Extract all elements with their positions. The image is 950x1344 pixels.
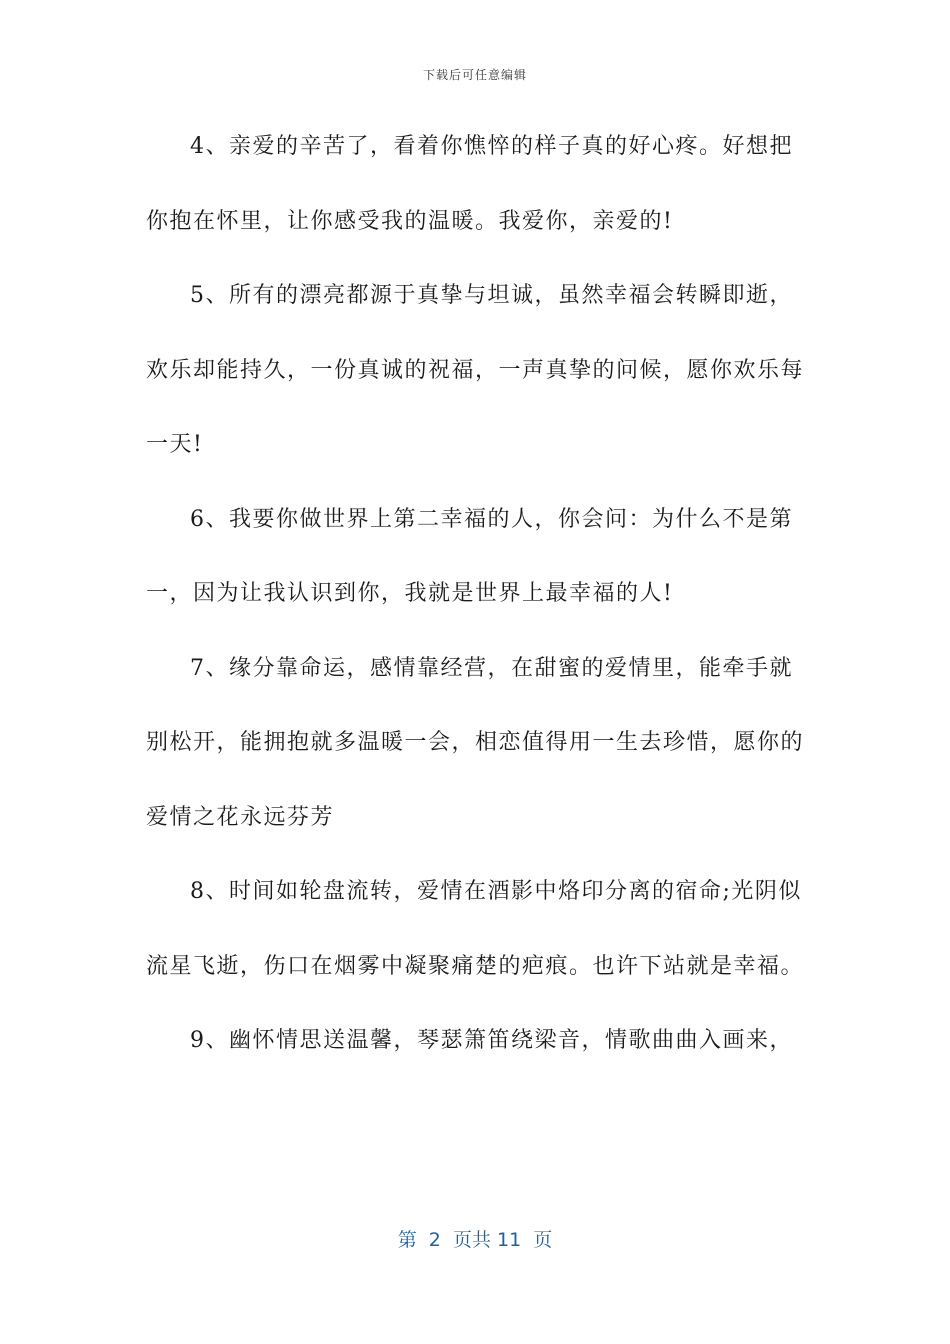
page-header: 下载后可任意编辑 [422, 68, 527, 82]
paragraph-7: 7、缘分靠命运，感情靠经营，在甜蜜的爱情里，能牵手就别松开，能拥抱就多温暖一会，相恋值得用一生去珍惜，愿你的爱情之花永远芬芳 [146, 655, 805, 830]
document-body [146, 110, 806, 1079]
paragraph-5: 5、所有的漂亮都源于真挚与坦诚，虽然幸福会转瞬即逝，欢乐却能持久，一份真诚的祝福，一声真挚的问候，愿你欢乐每一天! [146, 283, 805, 457]
paragraph-9: 9、幽怀情思送温馨，琴瑟箫笛绕梁音，情歌曲曲入画来， [190, 1028, 793, 1053]
page-number-footer: 第 2 页共 11 页 [397, 1229, 553, 1251]
paragraph-4: 4、亲爱的辛苦了，看着你憔悴的样子真的好心疼。好想把你抱在怀里，让你感受我的温暖。我爱你，亲爱的! [146, 134, 793, 234]
paragraph-6: 6、我要你做世界上第二幸福的人，你会问：为什么不是第一，因为让我认识到你，我就是世界上最幸福的人! [146, 506, 793, 606]
paragraph-8: 8、时间如轮盘流转，爱情在酒影中烙印分离的宿命;光阴似流星飞逝，伤口在烟雾中凝聚痛楚的疤痕。也许下站就是幸福。 [146, 879, 805, 979]
